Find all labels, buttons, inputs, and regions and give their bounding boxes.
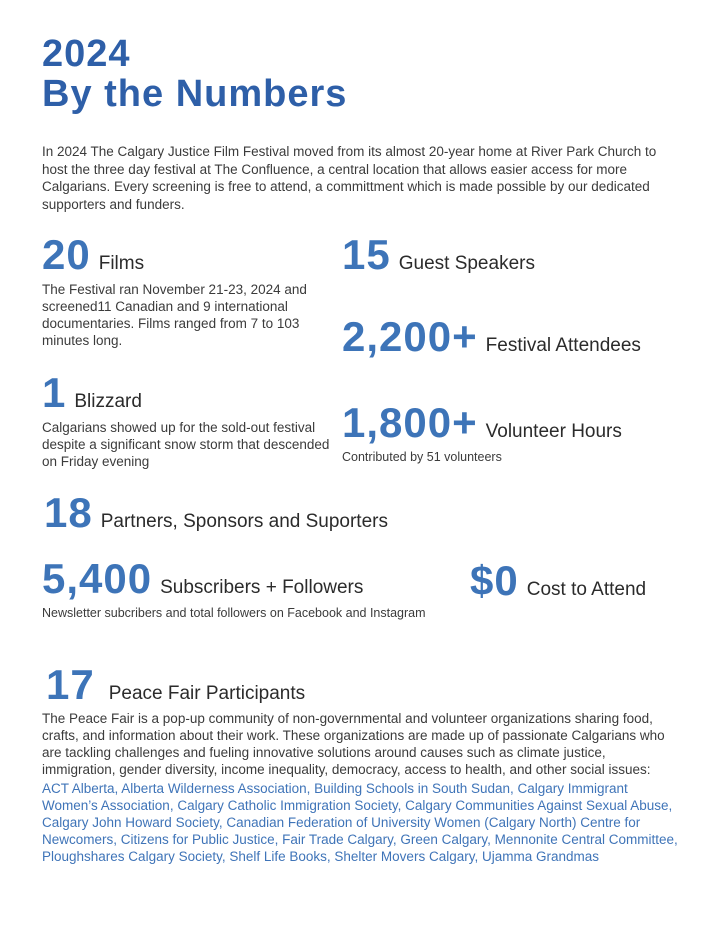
stat-attendees-label: Festival Attendees (485, 335, 641, 356)
stat-cost-label: Cost to Attend (526, 579, 647, 600)
stat-films (42, 231, 322, 349)
stat-blizzard-label: Blizzard (74, 391, 142, 412)
stat-films-description: The Festival ran November 21-23, 2024 and screened11 Canadian and 9 international documentaries. Films ranged from 7 to 103 minutes long. (42, 282, 307, 348)
stat-volunteer-hours-value: 1,800+ (342, 399, 478, 446)
stat-guest-speakers (342, 231, 535, 278)
page-title-line2: By the Numbers (42, 73, 348, 115)
stat-subscribers (42, 555, 426, 622)
stat-volunteer-hours-label: Volunteer Hours (485, 421, 622, 442)
stat-volunteer-hours-description: Contributed by 51 volunteers (342, 450, 502, 464)
page-title (42, 34, 347, 114)
stat-volunteer-hours (342, 399, 622, 466)
stat-peace-fair-label: Peace Fair Participants (108, 683, 306, 704)
stat-partners-label: Partners, Sponsors and Suporters (100, 511, 388, 532)
stat-cost (470, 557, 647, 604)
stat-blizzard-value: 1 (42, 369, 67, 416)
stat-films-value: 20 (42, 231, 91, 278)
stat-partners (44, 489, 388, 536)
stat-peace-fair (46, 661, 306, 708)
stat-guest-speakers-value: 15 (342, 231, 391, 278)
stat-films-label: Films (98, 253, 145, 274)
intro-paragraph: In 2024 The Calgary Justice Film Festival moved from its almost 20-year home at River Park Church to host the three day festival at The Confluence, a central location that allows easier access for more Calgarians. Every screening is free to attend, a committment which is made possible by our dedicated supporters and funders. (42, 144, 657, 212)
stat-cost-value: $0 (470, 557, 519, 604)
stat-subscribers-value: 5,400 (42, 555, 153, 602)
peace-fair-description: The Peace Fair is a pop-up community of non-governmental and volunteer organizations sharing food, crafts, and information about their work. These organizations are made up of passionate Calgarians who are tackling challenges and fueling innovative solutions around causes such as climate justice, immigration, gender diversity, income inequality, democracy, access to health, and other social issues: (42, 711, 665, 777)
stat-blizzard-description: Calgarians showed up for the sold-out festival despite a significant snow storm that descended on Friday evening (42, 420, 330, 469)
peace-fair-organizations-list: ACT Alberta, Alberta Wilderness Association, Building Schools in South Sudan, Calgary Immigrant Women’s Association, Calgary Catholic Immigration Society, Calgary Communities Against Sexual Abuse, Calgary John Howard Society, Canadian Federation of University Women (Calgary North) Centre for Newcomers, Citizens for Public Justice, Fair Trade Calgary, Green Calgary, Mennonite Central Committee, Ploughshares Calgary Society, Shelf Life Books, Shelter Movers Calgary, Ujamma Grandmas (42, 781, 678, 864)
stat-blizzard (42, 369, 342, 470)
stat-partners-value: 18 (44, 489, 93, 536)
stat-guest-speakers-label: Guest Speakers (398, 253, 535, 274)
stat-attendees-value: 2,200+ (342, 313, 478, 360)
stat-attendees (342, 313, 641, 360)
stat-peace-fair-value: 17 (46, 661, 95, 708)
page-title-line1: 2024 (42, 33, 131, 75)
stat-subscribers-label: Subscribers + Followers (160, 577, 364, 598)
stat-subscribers-description: Newsletter subcribers and total followers on Facebook and Instagram (42, 606, 426, 620)
